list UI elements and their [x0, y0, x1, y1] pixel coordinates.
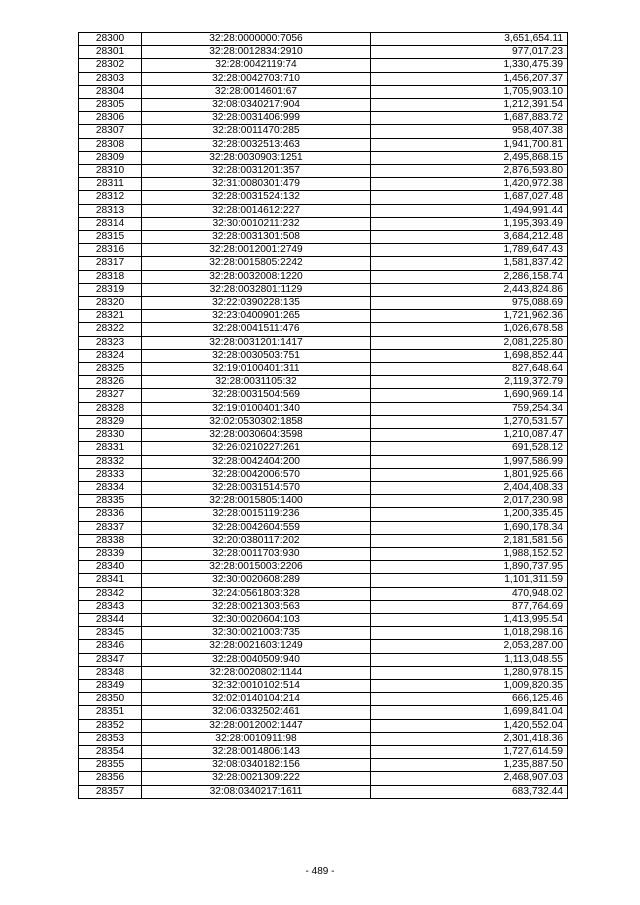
- table-row: [79, 283, 568, 296]
- row-number-cell: 28335: [79, 495, 142, 508]
- table-row: [79, 46, 568, 59]
- value-cell: 2,053,287.00: [371, 640, 568, 653]
- cadastral-number-cell: 32:24:0561803:328: [142, 587, 371, 600]
- table-row: [79, 59, 568, 72]
- value-cell: 1,195,393.49: [371, 217, 568, 230]
- table-row: [79, 640, 568, 653]
- table-row: [79, 415, 568, 428]
- row-number-cell: 28308: [79, 138, 142, 151]
- table-row: [79, 310, 568, 323]
- table-row: [79, 389, 568, 402]
- row-number-cell: 28346: [79, 640, 142, 653]
- cadastral-number-cell: 32:28:0031201:1417: [142, 336, 371, 349]
- value-cell: 977,017.23: [371, 46, 568, 59]
- cadastral-number-cell: 32:28:0014612:227: [142, 204, 371, 217]
- cadastral-number-cell: 32:20:0380117:202: [142, 534, 371, 547]
- cadastral-number-cell: 32:28:0011703:930: [142, 547, 371, 560]
- row-number-cell: 28332: [79, 455, 142, 468]
- row-number-cell: 28350: [79, 693, 142, 706]
- value-cell: 1,026,678.58: [371, 323, 568, 336]
- table-row: [79, 574, 568, 587]
- row-number-cell: 28318: [79, 270, 142, 283]
- value-cell: 1,113,048.55: [371, 653, 568, 666]
- table-row: [79, 85, 568, 98]
- value-cell: 1,420,972.38: [371, 178, 568, 191]
- table-row: [79, 125, 568, 138]
- table-row: [79, 323, 568, 336]
- value-cell: 1,009,820.35: [371, 679, 568, 692]
- table-row: [79, 33, 568, 46]
- cadastral-number-cell: 32:26:0210227:261: [142, 442, 371, 455]
- row-number-cell: 28309: [79, 151, 142, 164]
- value-cell: 1,789,647.43: [371, 244, 568, 257]
- value-cell: 1,101,311.59: [371, 574, 568, 587]
- cadastral-number-cell: 32:19:0100401:311: [142, 363, 371, 376]
- row-number-cell: 28328: [79, 402, 142, 415]
- value-cell: 2,286,158.74: [371, 270, 568, 283]
- cadastral-number-cell: 32:28:0015119:236: [142, 508, 371, 521]
- value-cell: 1,413,995.54: [371, 613, 568, 626]
- table-row: [79, 270, 568, 283]
- value-cell: 1,690,178.34: [371, 521, 568, 534]
- value-cell: 3,684,212.48: [371, 231, 568, 244]
- row-number-cell: 28357: [79, 785, 142, 798]
- table-row: [79, 772, 568, 785]
- cadastral-number-cell: 32:28:0032513:463: [142, 138, 371, 151]
- table-row: [79, 99, 568, 112]
- cadastral-number-cell: 32:28:0015805:1400: [142, 495, 371, 508]
- table-row: [79, 138, 568, 151]
- cadastral-number-cell: 32:28:0042404:200: [142, 455, 371, 468]
- value-cell: 1,280,978.15: [371, 666, 568, 679]
- value-cell: 1,456,207.37: [371, 72, 568, 85]
- value-cell: 2,404,408.33: [371, 481, 568, 494]
- row-number-cell: 28336: [79, 508, 142, 521]
- cadastral-number-cell: 32:28:0031524:132: [142, 191, 371, 204]
- cadastral-number-cell: 32:08:0340217:1611: [142, 785, 371, 798]
- row-number-cell: 28312: [79, 191, 142, 204]
- table-row: [79, 257, 568, 270]
- cadastral-number-cell: 32:28:0031301:508: [142, 231, 371, 244]
- table-row: [79, 561, 568, 574]
- value-cell: 827,648.64: [371, 363, 568, 376]
- row-number-cell: 28313: [79, 204, 142, 217]
- table-row: [79, 468, 568, 481]
- table-row: [79, 336, 568, 349]
- table-row: [79, 508, 568, 521]
- value-cell: 1,997,586.99: [371, 455, 568, 468]
- row-number-cell: 28314: [79, 217, 142, 230]
- table-row: [79, 151, 568, 164]
- row-number-cell: 28324: [79, 349, 142, 362]
- cadastral-number-cell: 32:28:0031406:999: [142, 112, 371, 125]
- value-cell: 1,212,391.54: [371, 99, 568, 112]
- value-cell: 1,705,903.10: [371, 85, 568, 98]
- cadastral-number-cell: 32:28:0031105:32: [142, 376, 371, 389]
- cadastral-number-cell: 32:28:0021603:1249: [142, 640, 371, 653]
- table-row: [79, 442, 568, 455]
- value-cell: 1,941,700.81: [371, 138, 568, 151]
- row-number-cell: 28301: [79, 46, 142, 59]
- row-number-cell: 28349: [79, 679, 142, 692]
- row-number-cell: 28326: [79, 376, 142, 389]
- row-number-cell: 28356: [79, 772, 142, 785]
- row-number-cell: 28311: [79, 178, 142, 191]
- value-cell: 1,581,837.42: [371, 257, 568, 270]
- cadastral-number-cell: 32:28:0012834:2910: [142, 46, 371, 59]
- row-number-cell: 28355: [79, 759, 142, 772]
- value-cell: 2,495,868.15: [371, 151, 568, 164]
- cadastral-number-cell: 32:28:0031201:357: [142, 165, 371, 178]
- row-number-cell: 28317: [79, 257, 142, 270]
- cadastral-number-cell: 32:32:0010102:514: [142, 679, 371, 692]
- row-number-cell: 28307: [79, 125, 142, 138]
- row-number-cell: 28330: [79, 429, 142, 442]
- cadastral-number-cell: 32:08:0340217:904: [142, 99, 371, 112]
- row-number-cell: 28354: [79, 745, 142, 758]
- row-number-cell: 28342: [79, 587, 142, 600]
- value-cell: 1,721,962.36: [371, 310, 568, 323]
- cadastral-number-cell: 32:28:0030604:3598: [142, 429, 371, 442]
- cadastral-number-cell: 32:02:0530302:1858: [142, 415, 371, 428]
- table-row: [79, 653, 568, 666]
- table-row: [79, 217, 568, 230]
- value-cell: 3,651,654.11: [371, 33, 568, 46]
- row-number-cell: 28319: [79, 283, 142, 296]
- value-cell: 975,088.69: [371, 297, 568, 310]
- row-number-cell: 28303: [79, 72, 142, 85]
- value-cell: 1,698,852.44: [371, 349, 568, 362]
- value-cell: 1,210,087.47: [371, 429, 568, 442]
- value-cell: 1,690,969.14: [371, 389, 568, 402]
- value-cell: 1,330,475.39: [371, 59, 568, 72]
- value-cell: 1,235,887.50: [371, 759, 568, 772]
- table-row: [79, 165, 568, 178]
- table-row: [79, 429, 568, 442]
- row-number-cell: 28316: [79, 244, 142, 257]
- table-row: [79, 547, 568, 560]
- table-row: [79, 178, 568, 191]
- value-cell: 1,699,841.04: [371, 706, 568, 719]
- cadastral-number-cell: 32:28:0000000:7056: [142, 33, 371, 46]
- cadastral-number-cell: 32:28:0010911:98: [142, 732, 371, 745]
- value-cell: 470,948.02: [371, 587, 568, 600]
- value-cell: 2,119,372.79: [371, 376, 568, 389]
- value-cell: 1,988,152.52: [371, 547, 568, 560]
- table-row: [79, 679, 568, 692]
- row-number-cell: 28300: [79, 33, 142, 46]
- value-cell: 1,687,883.72: [371, 112, 568, 125]
- cadastral-number-cell: 32:28:0011470:285: [142, 125, 371, 138]
- row-number-cell: 28348: [79, 666, 142, 679]
- table-row: [79, 297, 568, 310]
- value-cell: 1,890,737.95: [371, 561, 568, 574]
- row-number-cell: 28351: [79, 706, 142, 719]
- table-row: [79, 481, 568, 494]
- table-row: [79, 759, 568, 772]
- cadastral-number-cell: 32:28:0031514:570: [142, 481, 371, 494]
- row-number-cell: 28344: [79, 613, 142, 626]
- cadastral-number-cell: 32:28:0012002:1447: [142, 719, 371, 732]
- table-row: [79, 72, 568, 85]
- row-number-cell: 28306: [79, 112, 142, 125]
- row-number-cell: 28353: [79, 732, 142, 745]
- page-number: - 489 -: [305, 866, 335, 877]
- value-cell: 1,420,552.04: [371, 719, 568, 732]
- cadastral-number-cell: 32:28:0032008:1220: [142, 270, 371, 283]
- cadastral-number-cell: 32:28:0015805:2242: [142, 257, 371, 270]
- table-row: [79, 706, 568, 719]
- row-number-cell: 28334: [79, 481, 142, 494]
- row-number-cell: 28322: [79, 323, 142, 336]
- table-row: [79, 455, 568, 468]
- row-number-cell: 28320: [79, 297, 142, 310]
- value-cell: 2,301,418.36: [371, 732, 568, 745]
- value-cell: 2,017,230.98: [371, 495, 568, 508]
- table-row: [79, 732, 568, 745]
- value-cell: 958,407.38: [371, 125, 568, 138]
- cadastral-number-cell: 32:28:0020802:1144: [142, 666, 371, 679]
- row-number-cell: 28352: [79, 719, 142, 732]
- cadastral-number-cell: 32:28:0042119:74: [142, 59, 371, 72]
- value-cell: 691,528.12: [371, 442, 568, 455]
- value-cell: 1,270,531.57: [371, 415, 568, 428]
- table-row: [79, 693, 568, 706]
- row-number-cell: 28343: [79, 600, 142, 613]
- cadastral-number-cell: 32:28:0041511:476: [142, 323, 371, 336]
- cadastral-number-cell: 32:28:0014806:143: [142, 745, 371, 758]
- cadastral-number-cell: 32:28:0042006:570: [142, 468, 371, 481]
- row-number-cell: 28347: [79, 653, 142, 666]
- cadastral-number-cell: 32:28:0042604:559: [142, 521, 371, 534]
- value-cell: 2,081,225.80: [371, 336, 568, 349]
- cadastral-number-cell: 32:28:0012001:2749: [142, 244, 371, 257]
- cadastral-number-cell: 32:28:0021303:563: [142, 600, 371, 613]
- value-cell: 683,732.44: [371, 785, 568, 798]
- row-number-cell: 28304: [79, 85, 142, 98]
- row-number-cell: 28329: [79, 415, 142, 428]
- table-row: [79, 363, 568, 376]
- row-number-cell: 28302: [79, 59, 142, 72]
- table-row: [79, 376, 568, 389]
- cadastral-number-cell: 32:30:0020604:103: [142, 613, 371, 626]
- value-cell: 666,125.46: [371, 693, 568, 706]
- cadastral-number-cell: 32:28:0014601:67: [142, 85, 371, 98]
- cadastral-number-cell: 32:23:0400901:265: [142, 310, 371, 323]
- table-row: [79, 719, 568, 732]
- table-row: [79, 231, 568, 244]
- row-number-cell: 28337: [79, 521, 142, 534]
- cadastral-number-cell: 32:08:0340182:156: [142, 759, 371, 772]
- value-cell: 759,254.34: [371, 402, 568, 415]
- value-cell: 2,468,907.03: [371, 772, 568, 785]
- cadastral-number-cell: 32:28:0015003:2206: [142, 561, 371, 574]
- table-row: [79, 745, 568, 758]
- row-number-cell: 28325: [79, 363, 142, 376]
- row-number-cell: 28331: [79, 442, 142, 455]
- row-number-cell: 28323: [79, 336, 142, 349]
- row-number-cell: 28315: [79, 231, 142, 244]
- cadastral-number-cell: 32:22:0390228:135: [142, 297, 371, 310]
- cadastral-number-cell: 32:30:0020608:289: [142, 574, 371, 587]
- cadastral-number-cell: 32:02:0140104:214: [142, 693, 371, 706]
- row-number-cell: 28333: [79, 468, 142, 481]
- row-number-cell: 28341: [79, 574, 142, 587]
- row-number-cell: 28305: [79, 99, 142, 112]
- table-row: [79, 495, 568, 508]
- table-row: [79, 600, 568, 613]
- cadastral-number-cell: 32:31:0080301:479: [142, 178, 371, 191]
- table-row: [79, 349, 568, 362]
- value-cell: 2,876,593.80: [371, 165, 568, 178]
- table-row: [79, 534, 568, 547]
- value-cell: 877,764.69: [371, 600, 568, 613]
- cadastral-number-cell: 32:30:0021003:735: [142, 627, 371, 640]
- value-cell: 1,200,335.45: [371, 508, 568, 521]
- table-row: [79, 785, 568, 798]
- value-cell: 2,181,581.56: [371, 534, 568, 547]
- row-number-cell: 28338: [79, 534, 142, 547]
- table-row: [79, 666, 568, 679]
- row-number-cell: 28327: [79, 389, 142, 402]
- table-row: [79, 244, 568, 257]
- table-row: [79, 204, 568, 217]
- cadastral-number-cell: 32:28:0030903:1251: [142, 151, 371, 164]
- cadastral-number-cell: 32:28:0042703:710: [142, 72, 371, 85]
- row-number-cell: 28340: [79, 561, 142, 574]
- cadastral-number-cell: 32:30:0010211:232: [142, 217, 371, 230]
- table-row: [79, 112, 568, 125]
- table-row: [79, 191, 568, 204]
- row-number-cell: 28310: [79, 165, 142, 178]
- table-body: [79, 33, 568, 799]
- cadastral-number-cell: 32:06:0332502:461: [142, 706, 371, 719]
- value-cell: 2,443,824.86: [371, 283, 568, 296]
- table-row: [79, 587, 568, 600]
- value-cell: 1,018,298.16: [371, 627, 568, 640]
- row-number-cell: 28345: [79, 627, 142, 640]
- cadastral-number-cell: 32:19:0100401:340: [142, 402, 371, 415]
- row-number-cell: 28321: [79, 310, 142, 323]
- cadastral-number-cell: 32:28:0040509:940: [142, 653, 371, 666]
- cadastral-number-cell: 32:28:0030503:751: [142, 349, 371, 362]
- cadastral-number-cell: 32:28:0032801:1129: [142, 283, 371, 296]
- value-cell: 1,727,614.59: [371, 745, 568, 758]
- value-cell: 1,687,027.48: [371, 191, 568, 204]
- table-row: [79, 521, 568, 534]
- table-row: [79, 613, 568, 626]
- row-number-cell: 28339: [79, 547, 142, 560]
- value-cell: 1,801,925.66: [371, 468, 568, 481]
- cadastral-number-cell: 32:28:0031504:569: [142, 389, 371, 402]
- table-row: [79, 402, 568, 415]
- cadastral-number-cell: 32:28:0021309:222: [142, 772, 371, 785]
- value-cell: 1,494,991.44: [371, 204, 568, 217]
- table-row: [79, 627, 568, 640]
- cadastral-value-table: [78, 32, 568, 799]
